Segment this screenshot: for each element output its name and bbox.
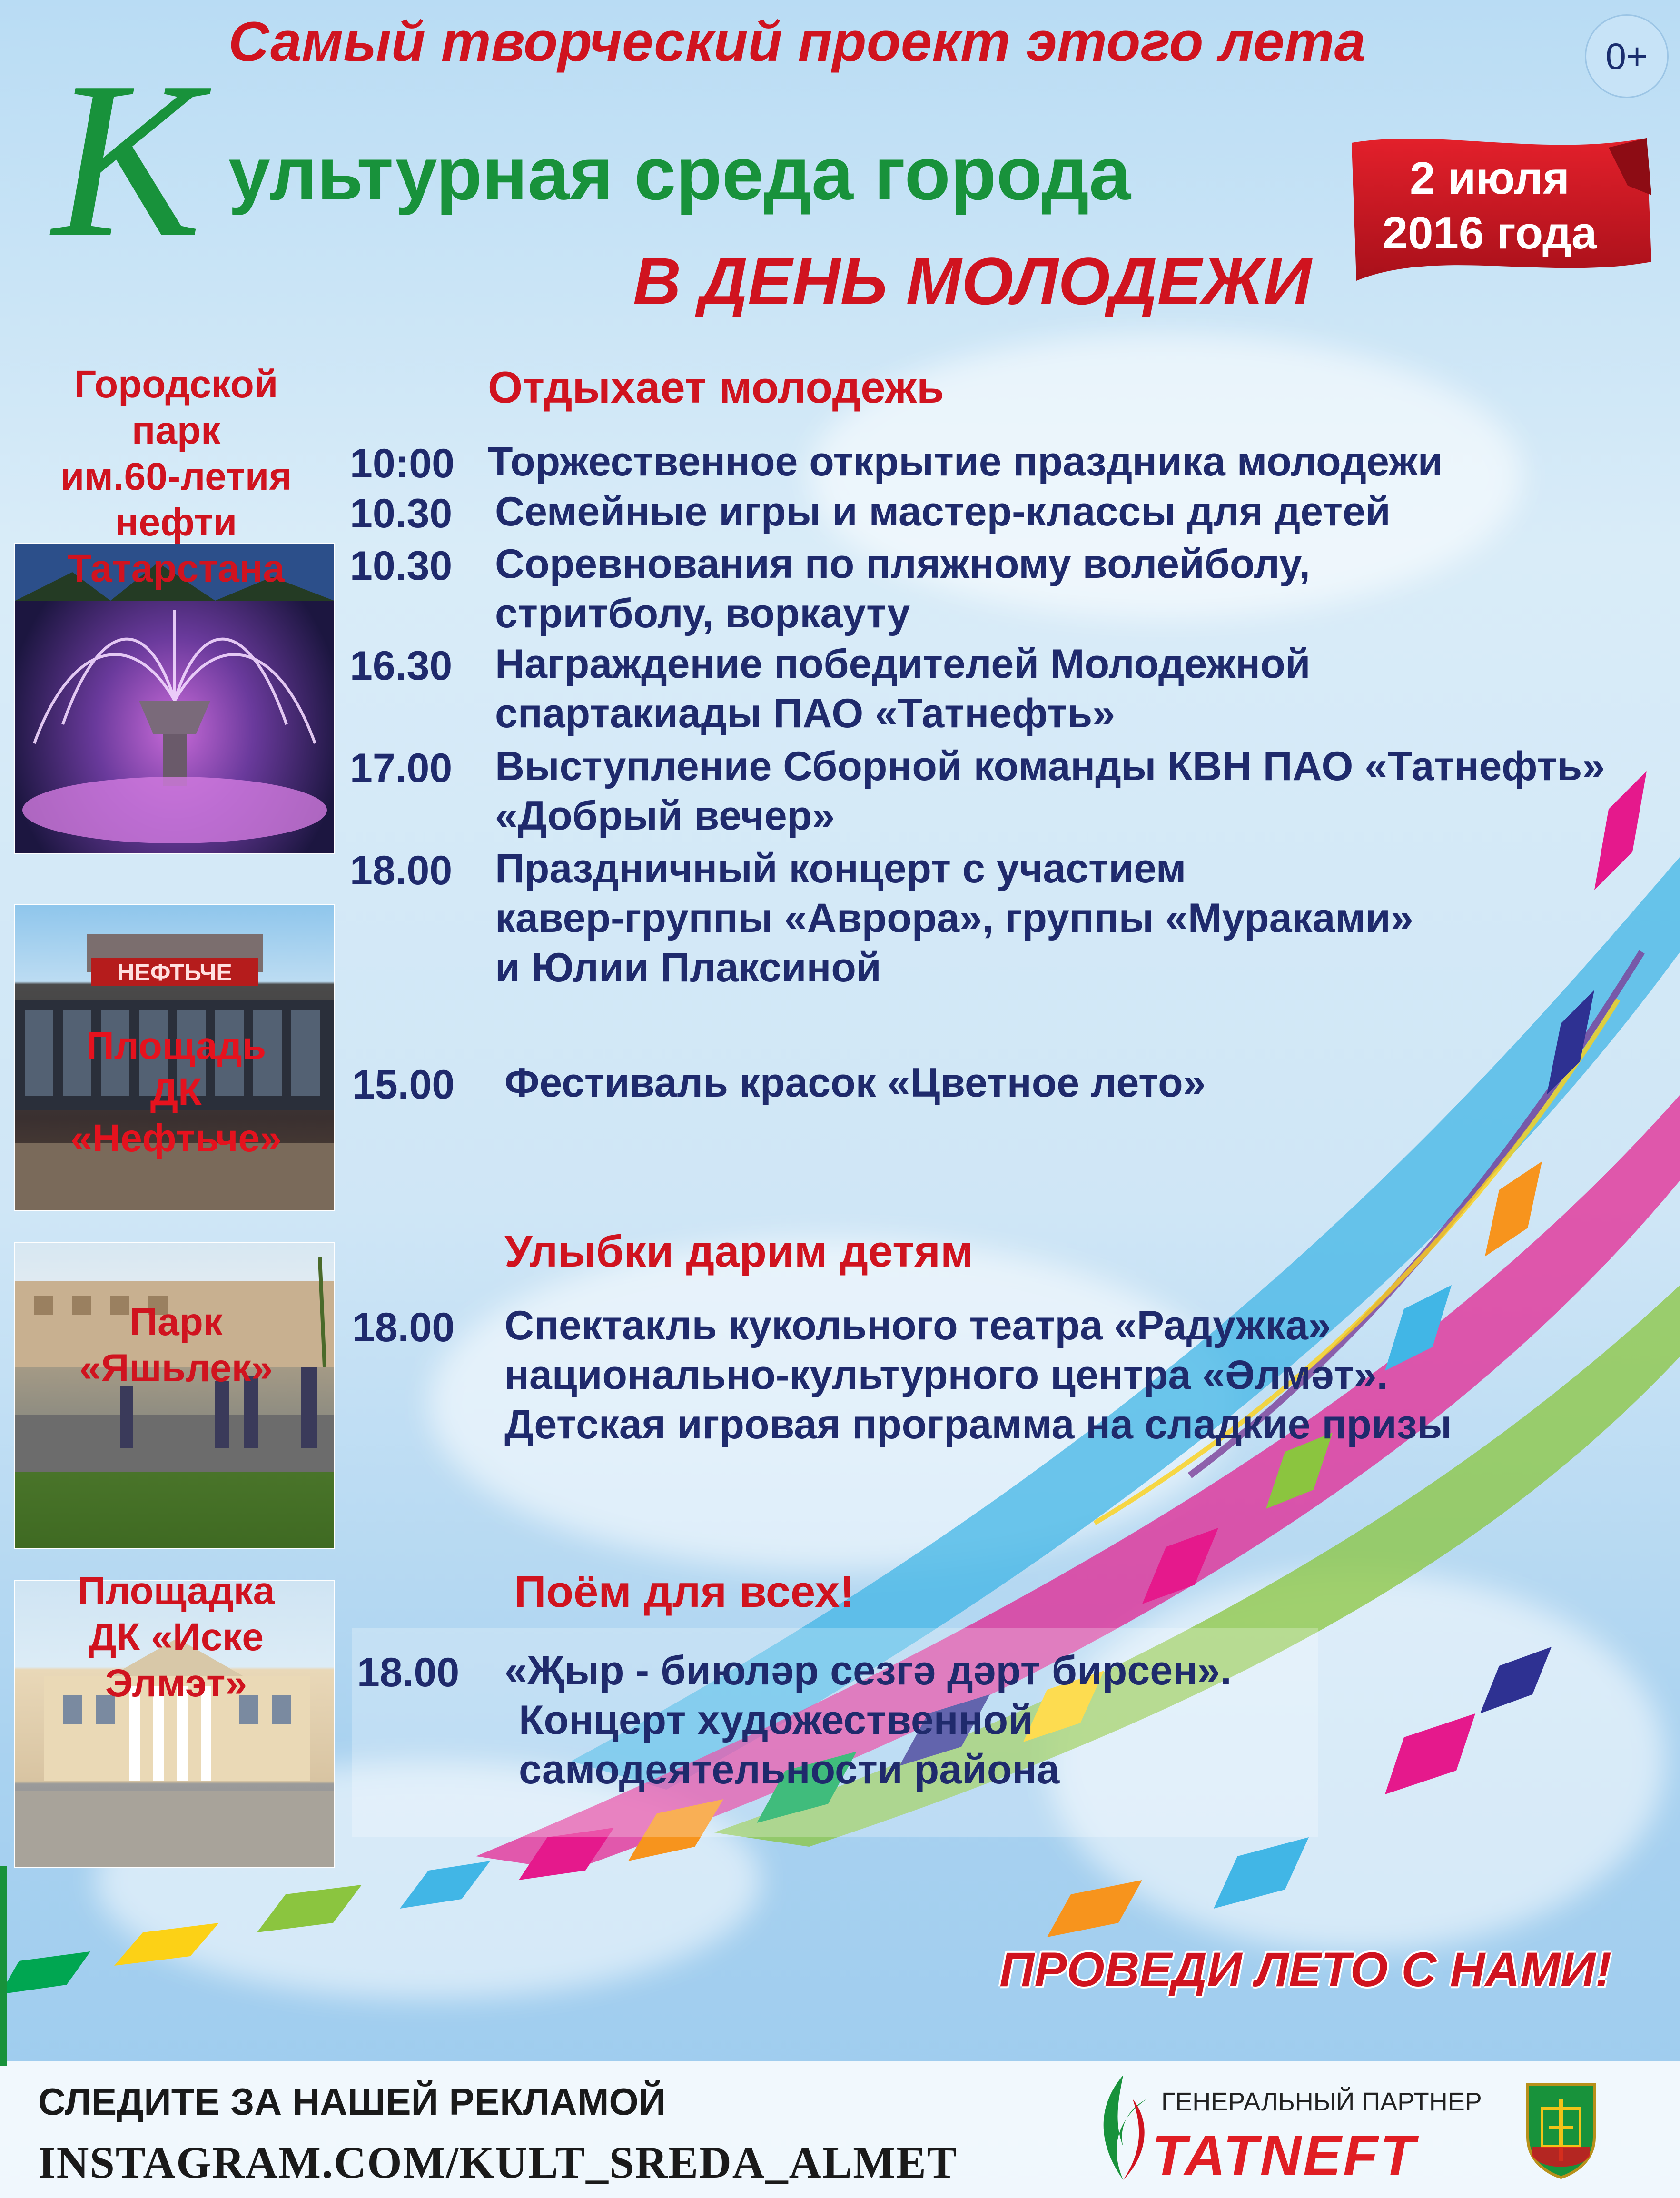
section-title-singing: Поём для всех! xyxy=(514,1566,855,1616)
schedule-event xyxy=(504,1301,1452,1449)
green-accent-bar xyxy=(0,1866,7,2066)
venue-label-line: Парк xyxy=(129,1300,223,1344)
venue-dk-neftche xyxy=(10,1023,343,1161)
section-title-youth: Отдыхает молодежь xyxy=(488,362,944,412)
schedule-event xyxy=(495,639,1311,738)
schedule-time: 16.30 xyxy=(350,643,453,689)
event-line: и Юлии Плаксиной xyxy=(495,945,881,990)
venue-label-line: нефти xyxy=(115,501,237,545)
schedule-event xyxy=(504,1646,1232,1794)
event-line: самодеятельности района xyxy=(519,1747,1060,1792)
venue-label-line: ДК xyxy=(150,1070,202,1114)
schedule-event xyxy=(495,487,1391,536)
event-line: Концерт художественной xyxy=(519,1697,1033,1743)
project-tagline: Самый творческий проект этого лета xyxy=(228,10,1366,73)
event-line: национально-культурного центра «Әлмәт». xyxy=(504,1352,1388,1398)
schedule-time: 18.00 xyxy=(357,1650,460,1695)
venue-label-line: Татарстана xyxy=(67,547,285,590)
schedule-time: 15.00 xyxy=(352,1062,455,1108)
date-year: 2016 года xyxy=(1382,208,1597,258)
event-line: Семейные игры и мастер-классы для детей xyxy=(495,489,1391,535)
schedule-event xyxy=(495,742,1605,841)
venue-label-line: парк xyxy=(131,408,221,452)
tatneft-flame-icon xyxy=(1090,2070,1156,2185)
instagram-link[interactable]: INSTAGRAM.COM/KULT_SREDA_ALMET xyxy=(38,2138,958,2188)
date-ribbon xyxy=(1342,129,1656,300)
venue-label-line: им.60-летия xyxy=(60,455,292,498)
schedule-time: 17.00 xyxy=(350,745,453,791)
event-line: Праздничный концерт с участием xyxy=(495,846,1186,891)
event-line: Детская игровая программа на сладкие призы xyxy=(504,1402,1452,1447)
event-line: Выступление Сборной команды КВН ПАО «Татнефть» xyxy=(495,743,1605,789)
summer-slogan: ПРОВЕДИ ЛЕТО С НАМИ! xyxy=(999,1942,1612,1997)
venue-city-park xyxy=(10,362,343,592)
event-line: кавер-группы «Аврора», группы «Мураками» xyxy=(495,895,1413,941)
age-rating-badge: 0+ xyxy=(1585,14,1669,98)
event-line: Соревнования по пляжному волейболу, xyxy=(495,541,1311,587)
park-yashlek-photo xyxy=(14,1242,335,1549)
event-subtitle: В ДЕНЬ МОЛОДЕЖИ xyxy=(633,244,1312,318)
date-day: 2 июля xyxy=(1410,153,1570,204)
venue-label-line: ДК «Иске xyxy=(88,1615,264,1659)
event-line: «Җыр - биюләр сезгә дәрт бирсен». xyxy=(504,1648,1232,1693)
schedule-event xyxy=(504,1058,1206,1108)
schedule-event xyxy=(495,844,1413,992)
event-line: стритболу, воркауту xyxy=(495,591,910,636)
section-title-kids: Улыбки дарим детям xyxy=(504,1226,974,1276)
event-line: Торжественное открытие праздника молодежи xyxy=(488,439,1443,485)
schedule-time: 10:00 xyxy=(350,441,455,486)
venue-label-line: Элмэт» xyxy=(105,1661,247,1705)
schedule-time: 10.30 xyxy=(350,543,453,589)
venue-dk-iske-elmet xyxy=(10,1568,343,1706)
schedule-event xyxy=(488,437,1443,486)
venue-label-line: Площадка xyxy=(77,1569,275,1613)
venue-label-line: «Яшьлек» xyxy=(79,1346,273,1390)
schedule-event xyxy=(495,539,1310,638)
event-line: Награждение победителей Молодежной xyxy=(495,641,1311,687)
venue-label-line: «Нефтьче» xyxy=(70,1116,282,1160)
schedule-time: 10.30 xyxy=(350,491,453,536)
event-line: спартакиады ПАО «Татнефть» xyxy=(495,691,1116,736)
title-initial-letter: К xyxy=(52,35,201,283)
project-title: ультурная среда города xyxy=(228,132,1131,216)
tatneft-logo: TATNEFT xyxy=(1152,2124,1417,2188)
venue-label-line: Площадь xyxy=(86,1024,267,1068)
event-line: Спектакль кукольного театра «Радужка» xyxy=(504,1303,1331,1348)
schedule-time: 18.00 xyxy=(352,1305,455,1350)
schedule-time: 18.00 xyxy=(350,848,453,893)
city-emblem-icon xyxy=(1523,2080,1599,2180)
building-sign: НЕФТЬЧЕ xyxy=(117,959,232,986)
venue-label-line: Городской xyxy=(74,363,278,406)
event-line: «Добрый вечер» xyxy=(495,793,835,839)
follow-us-text: СЛЕДИТЕ ЗА НАШЕЙ РЕКЛАМОЙ xyxy=(38,2080,666,2123)
event-line: Фестиваль красок «Цветное лето» xyxy=(504,1060,1206,1106)
general-partner-label: ГЕНЕРАЛЬНЫЙ ПАРТНЕР xyxy=(1161,2088,1482,2116)
venue-park-yashlek xyxy=(10,1299,343,1392)
park-illustration xyxy=(15,1243,334,1548)
